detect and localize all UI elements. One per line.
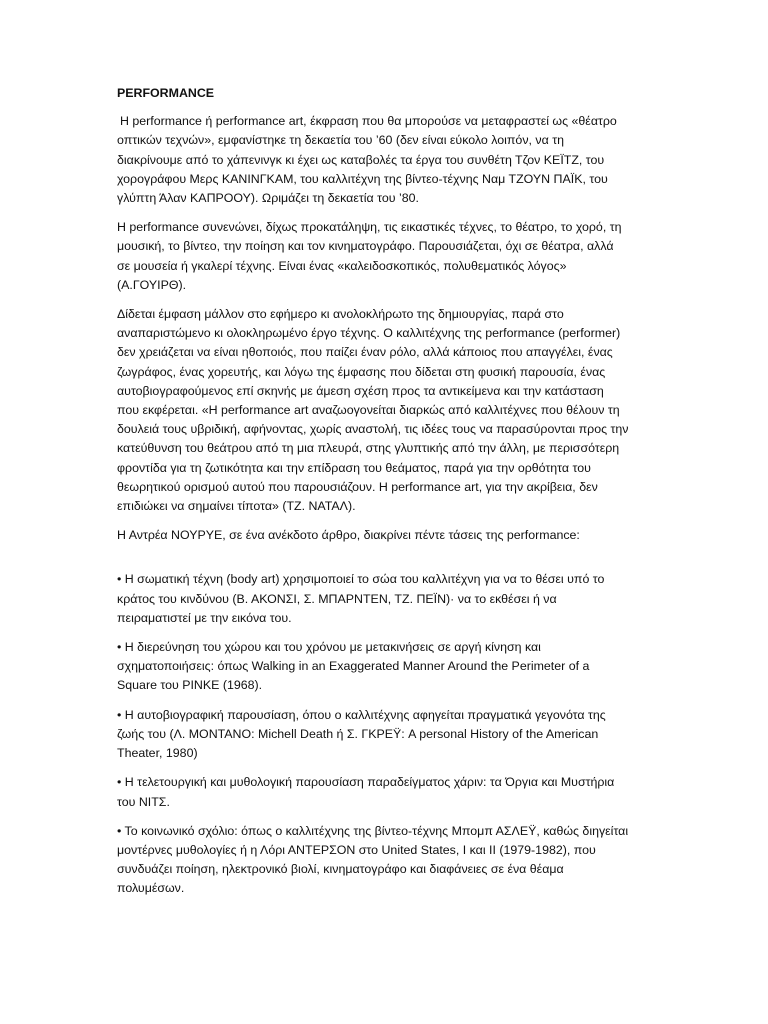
bullet-ritual: • Η τελετουργική και μυθολογική παρουσίαση παραδείγματος χάριν: τα Όργια και Μυστήρια του ΝΙΤΣ. <box>117 775 615 809</box>
paragraph-intro: Η performance ή performance art, έκφραση που θα μπορούσε να μεταφραστεί ως «θέατρο οπτικών τεχνών», εμφανίστηκε τη δεκαετία του ’60 (δεν είναι εύκολο λοιπόν, να τη διακρίνουμε από το χάπενινγκ κι έχει ως καταβολές τα έργα του συνθέτη Τζον ΚΕΪΤΖ, του χορογράφου Μερς ΚΑΝΙΝΓΚΑΜ, του καλλιτέχνη της βίντεο-τέχνης Ναμ ΤΖΟΥΝ ΠΑΪΚ, του γλύπτη Άλαν ΚΑΠΡΟΟΥ). Ωριμάζει τη δεκαετία του ’80. <box>117 114 617 206</box>
bullet-autobiographical: • Η αυτοβιογραφική παρουσίαση, όπου ο καλλιτέχνης αφηγείται πραγματικά γεγονότα της ζωής του (Λ. ΜΟΝΤΑΝΟ: Michell Death ή Σ. ΓΚΡΕΫ: A personal History of the American Theater, 1980) <box>117 707 606 761</box>
paragraph-tendencies-intro: Η Αντρέα ΝΟΥΡΥΕ, σε ένα ανέκδοτο άρθρο, διακρίνει πέντε τάσεις της performance: <box>117 528 580 543</box>
paragraph-emphasis: Δίδεται έμφαση μάλλον στο εφήμερο κι ανολοκλήρωτο της δημιουργίας, παρά στο αναπαριστώμενο κι ολοκληρωμένο έργο τέχνης. Ο καλλιτέχνης της performance (performer) δεν χρειάζεται να είναι ηθοποιός, που παίζει έναν ρόλο, αλλά κάποιος που απαγγέλει, ένας ζωγράφος, ένας χορευτής, και λόγω της έμφασης που δίδεται στη φυσική παρουσία, ένας αυτοβιογραφούμενος επί σκηνής με άμεση σχέση προς τα αντικείμενα και την κατάσταση που εκφέρεται. «Η performance art αναζωογονείται διαρκώς από καλλιτέχνες που θέλουν τη δουλειά τους υβριδική, αφήνοντας, χωρίς αναστολή, τις ιδέες τους να παρασύρονται προς την κατεύθυνση του θεάτρου από τη μια πλευρά, στης γλυπτικής από την άλλη, με περισσότερη φροντίδα για τη ζωτικότητα και την επίδραση του θεάματος, παρά για την ορθότητα του θεωρητικού ορισμού αυτού που παρουσιάζουν. Η performance art, για την ακρίβεια, δεν επιδιώκει να σημαίνει τίποτα» (ΤΖ. ΝΑΤΑΛ). <box>117 307 629 514</box>
paragraph-synthesis: Η performance συνενώνει, δίχως προκατάληψη, τις εικαστικές τέχνες, το θέατρο, το χορό, τη μουσική, το βίντεο, την ποίηση και τον κινηματογράφο. Παρουσιάζεται, όχι σε θέατρα, αλλά σε μουσεία ή γκαλερί τέχνης. Είναι ένας «καλειδοσκοπικός, πολυθεματικός λόγος» (Α.ΓΟΥΙΡΘ). <box>117 220 622 292</box>
bullet-social-commentary: • Το κοινωνικό σχόλιο: όπως ο καλλιτέχνης της βίντεο-τέχνης Μπομπ ΑΣΛΕΫ, καθώς διηγείται μοντέρνες μυθολογίες ή η Λόρι ΑΝΤΕΡΣΟΝ στο United States, I και II (1979-1982), που συνδυάζει ποίηση, ηλεκτρονικό βιολί, κινηματογράφο και διαφάνειες σε ένα θέαμα πολυμέσων. <box>117 823 629 896</box>
spacer <box>117 555 629 570</box>
document-title: PERFORMANCE <box>117 86 215 100</box>
document-page <box>117 84 629 909</box>
bullet-space-time: • Η διερεύνηση του χώρου και του χρόνου με μετακινήσεις σε αργή κίνηση και σχηματοποιήσεις: όπως Walking in an Exaggerated Manner Around the Perimeter of a Square του PINKE (1968). <box>117 640 590 693</box>
bullet-body-art: • Η σωματική τέχνη (body art) χρησιμοποιεί το σώα του καλλιτέχνη για να το θέσει υπό το κράτος του κινδύνου (Β. ΑΚΟΝΣΙ, Σ. ΜΠΑΡΝΤΕΝ, ΤΖ. ΠΕΪΝ)· να το εκθέσει ή να πειραματιστεί με την εικόνα του. <box>117 572 605 625</box>
